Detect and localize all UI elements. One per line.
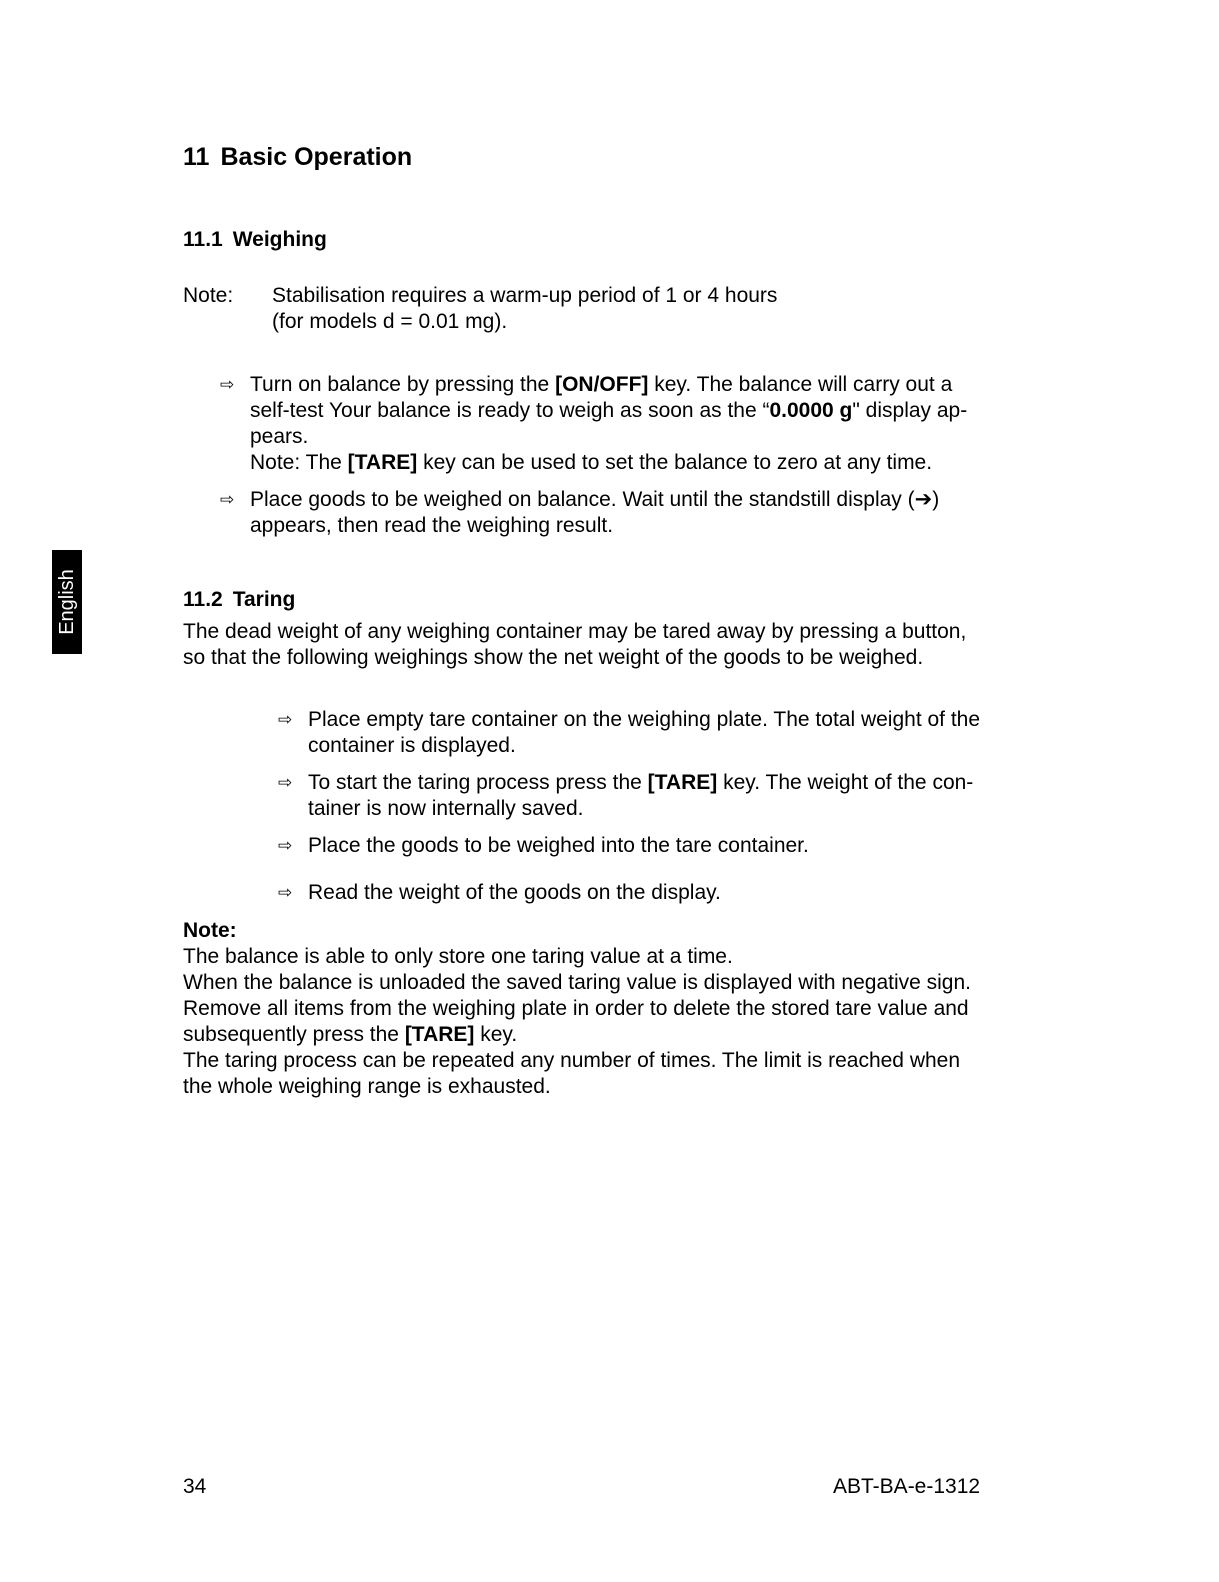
- subsection-title: Weighing: [232, 228, 327, 251]
- tare-key: [TARE]: [404, 1023, 475, 1046]
- taring-step-4: [278, 880, 1058, 906]
- weighing-step-1: [220, 372, 1040, 476]
- subsection-title: Taring: [232, 588, 296, 611]
- arrow-right-icon: ⇨: [278, 836, 293, 855]
- tare-key: [TARE]: [347, 451, 418, 474]
- paragraph-line: so that the following weighings show the net weight of the goods to be weighed.: [183, 646, 924, 669]
- taring-note: [183, 918, 971, 1100]
- weighing-step-2: [220, 487, 1040, 539]
- note-line: the whole weighing range is exhausted.: [183, 1075, 551, 1098]
- tare-key: [TARE]: [647, 771, 718, 794]
- section-heading: [183, 142, 412, 172]
- note-line: The taring process can be repeated any number of times. The limit is reached when: [183, 1049, 961, 1072]
- taring-step-3: [278, 833, 1058, 859]
- section-number: 11: [183, 143, 210, 171]
- step-line: Place the goods to be weighed into the tare container.: [308, 834, 809, 857]
- step-line: Read the weight of the goods on the display.: [308, 881, 721, 904]
- document-id: ABT-BA-e-1312: [833, 1475, 981, 1498]
- step-line: Turn on balance by pressing the [ON/OFF] key. The balance will carry out a: [250, 373, 953, 396]
- step-line: Note: The [TARE] key can be used to set the balance to zero at any time.: [250, 451, 933, 474]
- standstill-arrow-icon: ➔: [914, 488, 933, 511]
- note-label: Note:: [183, 284, 234, 307]
- step-line: Place empty tare container on the weighing plate. The total weight of the: [308, 708, 981, 731]
- language-tab: [52, 550, 82, 654]
- arrow-right-icon: ⇨: [220, 375, 235, 394]
- arrow-right-icon: ⇨: [220, 490, 235, 509]
- display-value: 0.0000 g: [769, 399, 853, 422]
- step-line: Place goods to be weighed on balance. Wait until the standstill display (➔): [250, 488, 940, 511]
- section-title: Basic Operation: [220, 143, 413, 171]
- arrow-right-icon: ⇨: [278, 883, 293, 902]
- subsection-heading-weighing: [183, 227, 327, 253]
- subsection-number: 11.2: [183, 588, 223, 611]
- note-title: Note:: [183, 919, 237, 942]
- step-line: container is displayed.: [308, 734, 516, 757]
- subsection-heading-taring: [183, 587, 295, 613]
- note-line: Stabilisation requires a warm-up period of 1 or 4 hours: [272, 284, 778, 307]
- step-line: To start the taring process press the [TARE] key. The weight of the con-: [308, 771, 974, 794]
- note-line: Remove all items from the weighing plate in order to delete the stored tare value and: [183, 997, 969, 1020]
- note-line: (for models d = 0.01 mg).: [272, 310, 508, 333]
- on-off-key: [ON/OFF]: [555, 373, 649, 396]
- subsection-number: 11.1: [183, 228, 223, 251]
- step-line: self-test Your balance is ready to weigh as soon as the “0.0000 g" display ap-: [250, 399, 968, 422]
- note-line: subsequently press the [TARE] key.: [183, 1023, 518, 1046]
- note-text: [272, 283, 777, 335]
- step-line: appears, then read the weighing result.: [250, 514, 614, 537]
- note-line: The balance is able to only store one taring value at a time.: [183, 945, 733, 968]
- taring-step-1: [278, 707, 1058, 759]
- step-line: tainer is now internally saved.: [308, 797, 584, 820]
- language-label: English: [56, 569, 79, 635]
- arrow-right-icon: ⇨: [278, 773, 293, 792]
- step-line: pears.: [250, 425, 309, 448]
- page-number: 34: [183, 1475, 207, 1498]
- note-line: When the balance is unloaded the saved taring value is displayed with negative sign.: [183, 971, 972, 994]
- taring-step-2: [278, 770, 1058, 822]
- arrow-right-icon: ⇨: [278, 710, 293, 729]
- taring-intro: [183, 619, 966, 671]
- paragraph-line: The dead weight of any weighing container may be tared away by pressing a button,: [183, 620, 967, 643]
